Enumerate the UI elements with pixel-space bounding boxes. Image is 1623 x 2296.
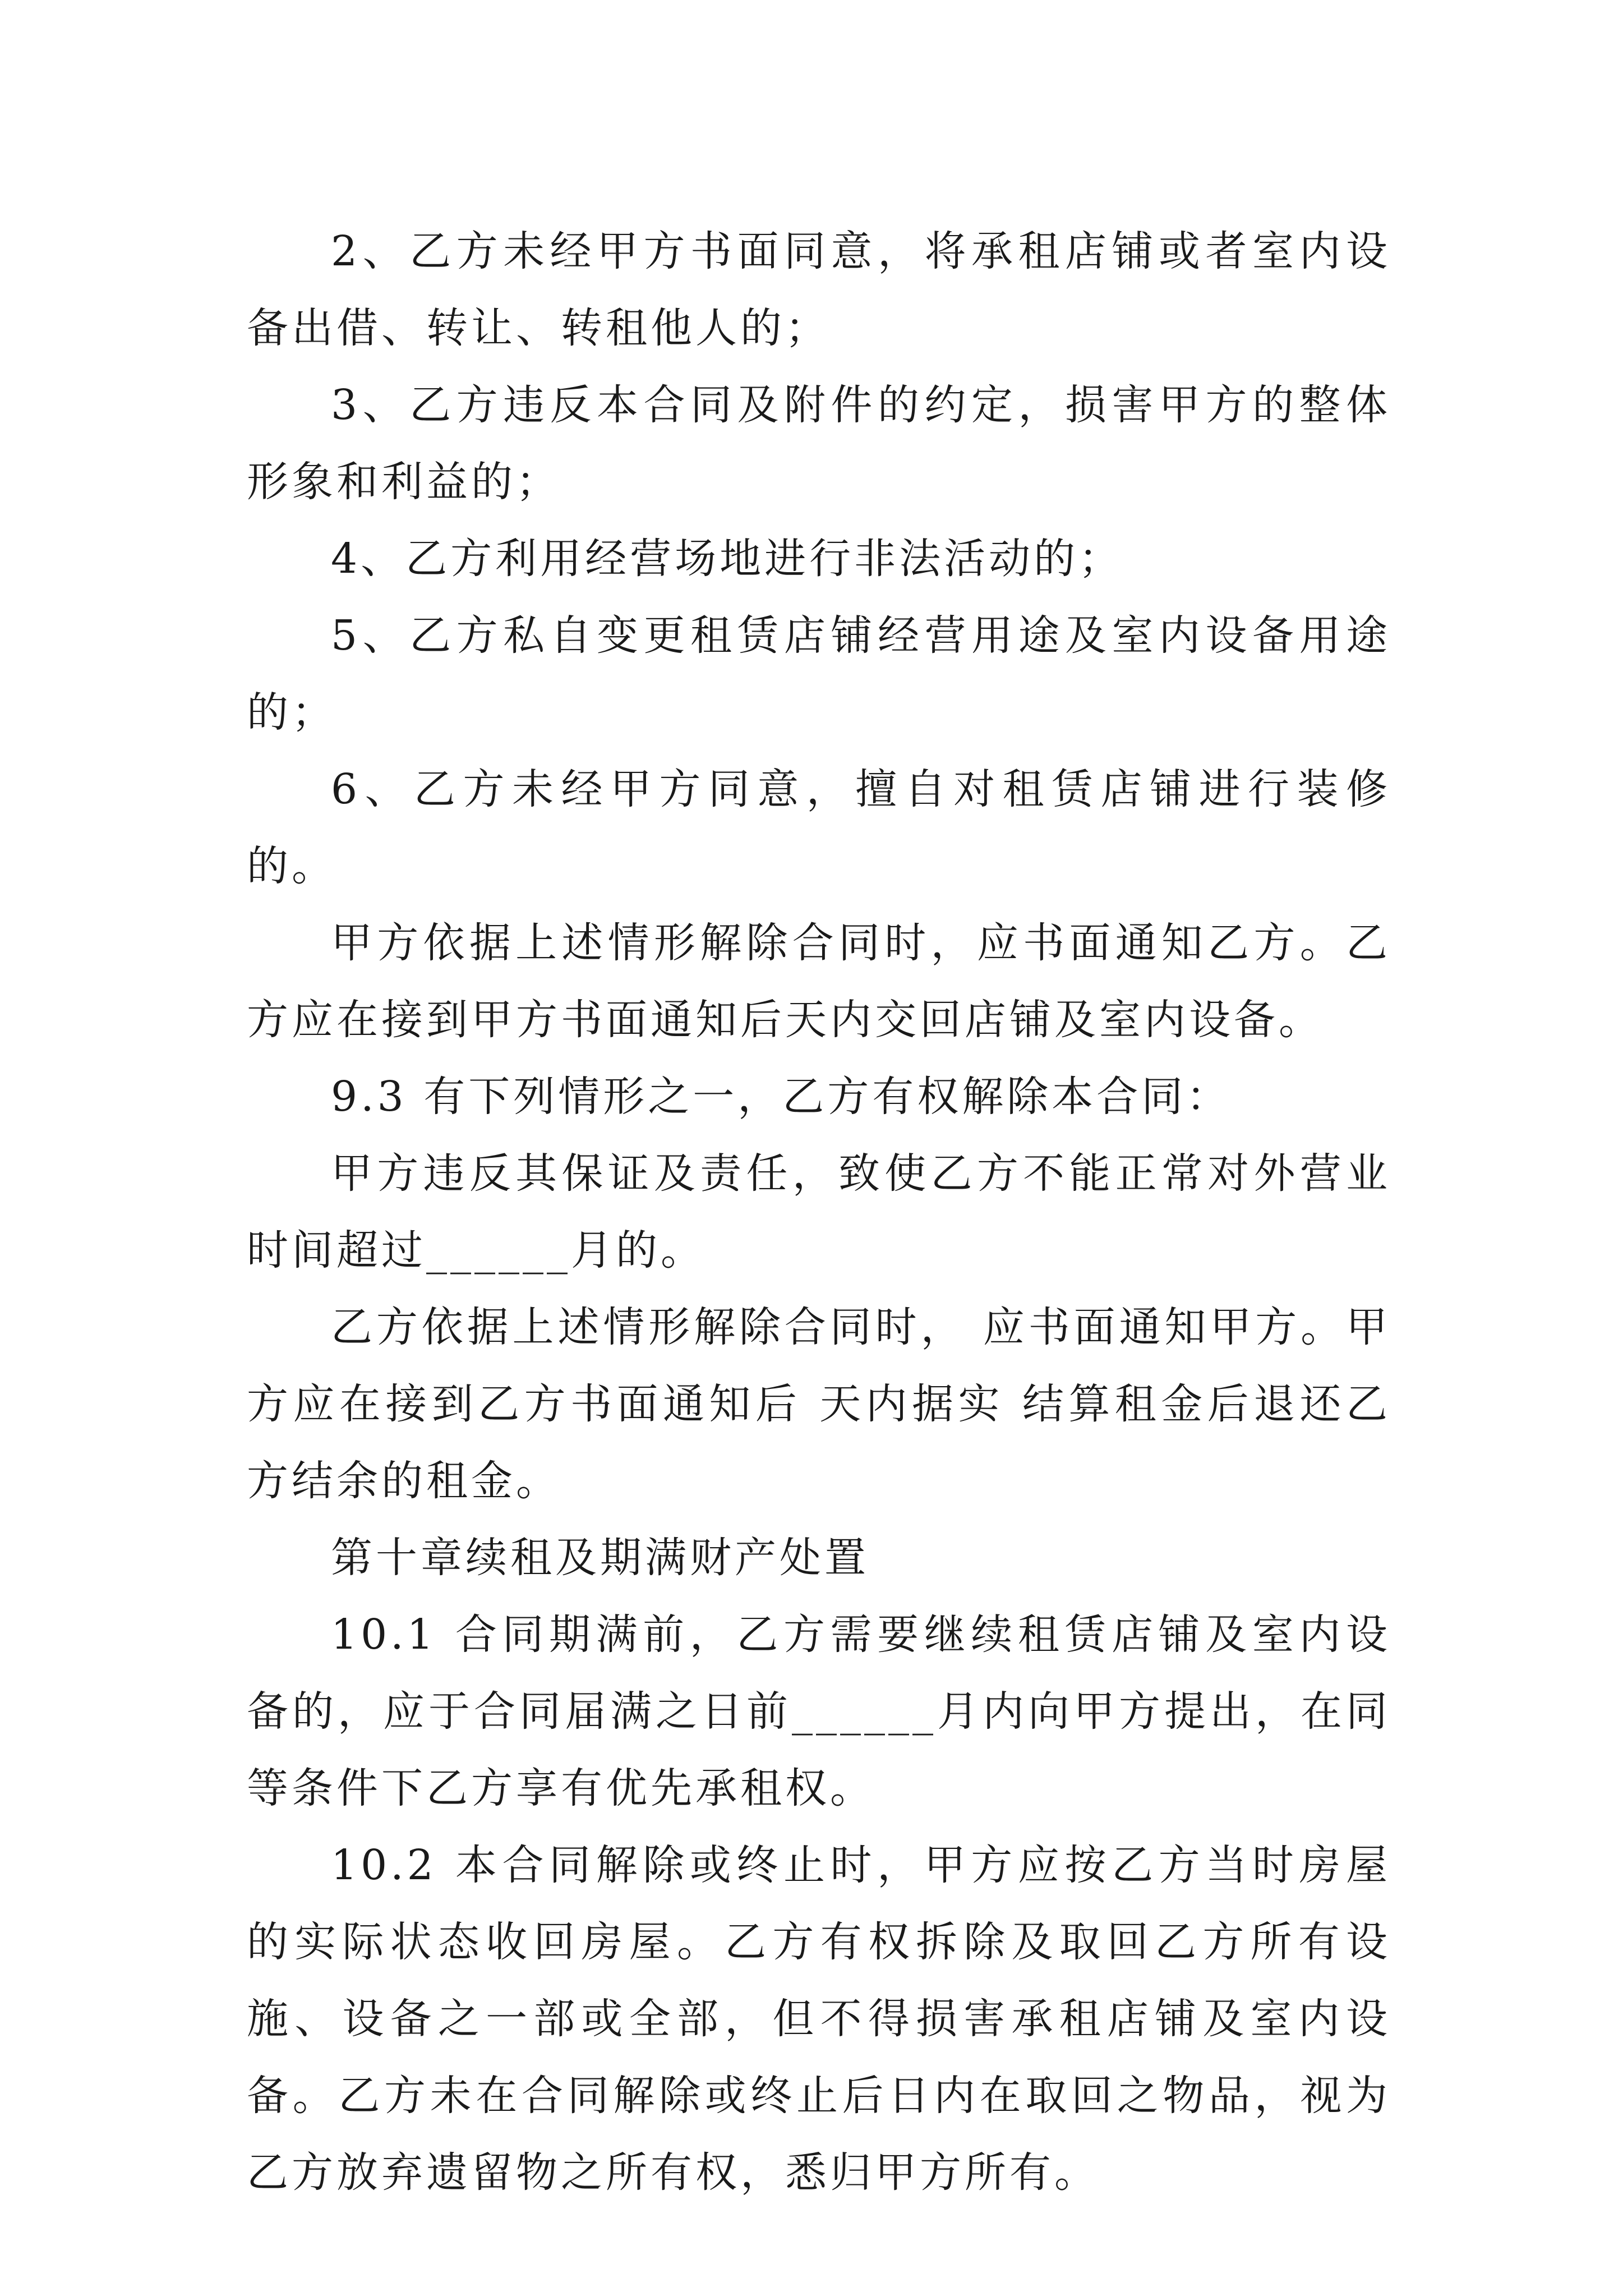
clause-paragraph: 4、乙方利用经营场地进行非法活动的； — [331, 535, 1124, 583]
clause-paragraph: 甲方依据上述情形解除合同时，应书面通知乙方。乙方应在接到甲方书面通知后天内交回店铺及室内设备。 — [247, 919, 1391, 1044]
clause-paragraph: 乙方依据上述情形解除合同时， 应书面通知甲方。甲方应在接到乙方书面通知后 天内据实 结算租金后退还乙方结余的租金。 — [247, 1303, 1391, 1505]
clause-paragraph: 甲方违反其保证及责任，致使乙方不能正常对外营业时间超过______月的。 — [247, 1149, 1391, 1274]
document-body — [247, 213, 1391, 2211]
chapter-heading: 第十章续租及期满财产处置 — [331, 1534, 869, 1582]
clause-paragraph: 3、乙方违反本合同及附件的约定，损害甲方的整体形象和利益的； — [247, 381, 1391, 506]
clause-heading-9-3: 9.3 有下列情形之一，乙方有权解除本合同： — [331, 1073, 1232, 1121]
clause-paragraph: 6、乙方未经甲方同意，擅自对租赁店铺进行装修的。 — [247, 765, 1391, 890]
clause-paragraph: 10.1 合同期满前，乙方需要继续租赁店铺及室内设备的，应于合同届满之日前______月内向甲方提出，在同等条件下乙方享有优先承租权。 — [247, 1611, 1391, 1812]
clause-paragraph: 5、乙方私自变更租赁店铺经营用途及室内设备用途的； — [247, 611, 1391, 737]
clause-paragraph: 2、乙方未经甲方书面同意，将承租店铺或者室内设备出借、转让、转租他人的； — [247, 227, 1391, 352]
clause-paragraph: 10.2 本合同解除或终止时，甲方应按乙方当时房屋的实际状态收回房屋。乙方有权拆除及取回乙方所有设施、设备之一部或全部，但不得损害承租店铺及室内设备。乙方未在合同解除或终止后日内在取回之物品，视为乙方放弃遗留物之所有权，悉归甲方所有。 — [247, 1841, 1391, 2197]
